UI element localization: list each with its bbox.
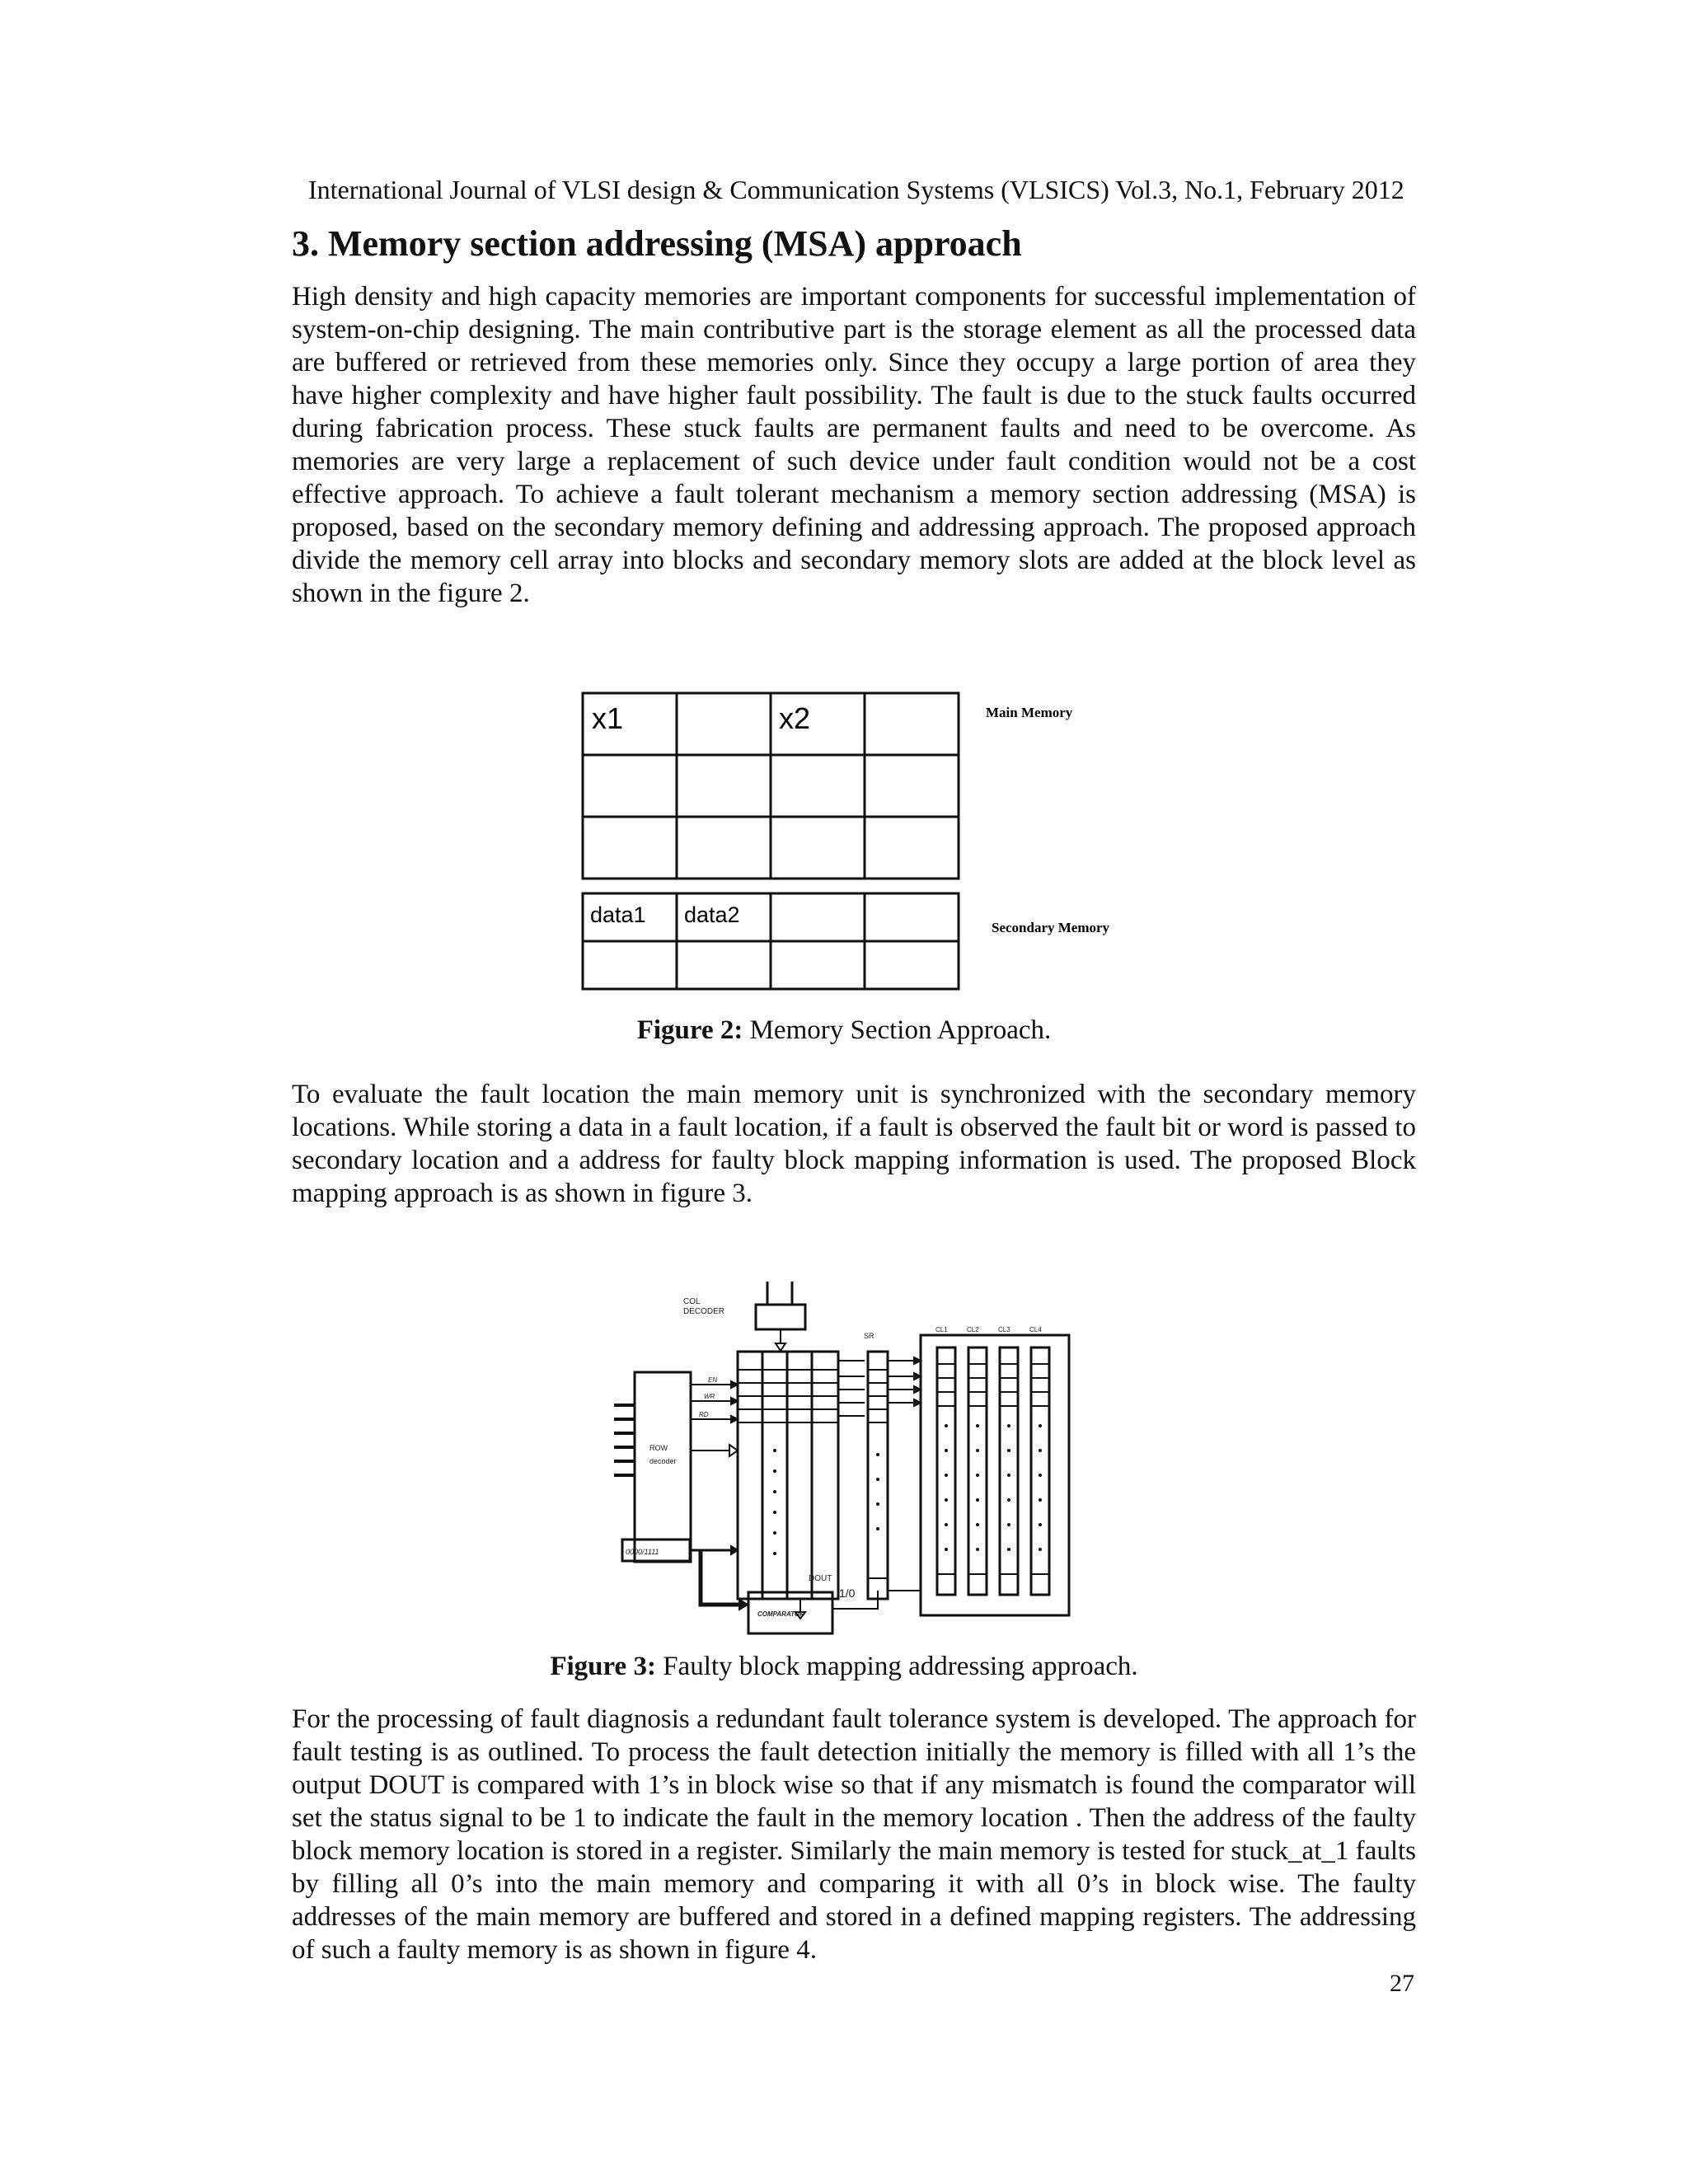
paragraph-fault-location: To evaluate the fault location the main memory unit is synchronized with the secondary memory locations. While storing a data in a fault location, if a fault is observed the fault bit or word is passed to secondary location and a address for faulty block mapping information is used. The proposed Block mapping approach is as shown in figure 3. — [292, 1080, 1416, 1208]
figure-3-caption — [0, 1652, 1688, 1682]
cl4-column — [1031, 1347, 1049, 1595]
paragraph-fault-diagnosis: For the processing of fault diagnosis a redundant fault tolerance system is developed. The approach for fault testing is as outlined. To process the fault detection initially the memory is filled with all 1’s the output DOUT is compared with 1’s in block wise so that if any mismatch is found the comparator will set the status signal to be 1 to indicate the fault in the memory location . Then the address of the faulty block memory location is stored in a register. Similarly the main memory is tested for stuck_at_1 faults by filling all 0’s into the main memory and comparing it with all 0’s in block wise. The faulty addresses of the main memory are buffered and stored in a defined mapping registers. The addressing of such a faulty memory is as shown in figure 4. — [292, 1704, 1416, 1965]
figure-3-block-mapping-diagram — [614, 1277, 1084, 1640]
cl3-column — [1000, 1347, 1018, 1595]
section-title: 3. Memory section addressing (MSA) approach — [292, 223, 1022, 264]
cell-data2: data2 — [684, 902, 740, 927]
figure-3-caption-text: Faulty block mapping addressing approach. — [655, 1652, 1138, 1681]
cell-x2: x2 — [779, 701, 811, 735]
label-cl4: CL4 — [1029, 1326, 1042, 1333]
label-status: 1/0 — [839, 1586, 856, 1600]
sr-register — [868, 1352, 888, 1599]
label-main-memory: Main Memory — [986, 705, 1073, 720]
figure-2-caption — [0, 1015, 1688, 1046]
figure-2-caption-label: Figure 2: — [636, 1015, 743, 1045]
label-wr: WR — [704, 1393, 715, 1400]
running-head: International Journal of VLSI design & Communication Systems (VLSICS) Vol.3, No.1, February 2012 — [308, 175, 1404, 204]
label-decoder: DECODER — [683, 1307, 725, 1316]
label-rd: RD — [699, 1411, 709, 1418]
cl2-column — [968, 1347, 987, 1595]
label-comparator: COMPARATOR — [757, 1610, 804, 1618]
figure-2-caption-text: Memory Section Approach. — [743, 1015, 1052, 1045]
row-decoder-box — [635, 1372, 691, 1562]
figure-3-caption-label: Figure 3: — [550, 1652, 656, 1681]
label-cl2: CL2 — [967, 1326, 979, 1333]
paragraph-intro: High density and high capacity memories are important components for successful implementation of system-on-chip designing. The main contributive part is the storage element as all the processed data are buffered or retrieved from these memories only. Since they occupy a large portion of area they have higher complexity and have higher fault possibility. The fault is due to the stuck faults occurred during fabrication process. These stuck faults are permanent faults and need to be overcome. As memories are very large a replacement of such device under fault condition would not be a cost effective approach. To achieve a fault tolerant mechanism a memory section addressing (MSA) is proposed, based on the secondary memory defining and addressing approach. The proposed approach divide the memory cell array into blocks and secondary memory slots are added at the block level as shown in the figure 2. — [292, 282, 1416, 608]
cell-x1: x1 — [592, 701, 624, 735]
label-cl1: CL1 — [935, 1326, 948, 1333]
cell-data1: data1 — [590, 902, 646, 927]
label-dout: DOUT — [809, 1574, 832, 1583]
column-decoder-box — [756, 1305, 805, 1329]
label-row-decoder: decoder — [649, 1457, 677, 1465]
label-cl3: CL3 — [998, 1326, 1010, 1333]
page-number: 27 — [1390, 1970, 1414, 1997]
label-sr: SR — [864, 1332, 874, 1340]
label-col: COL — [683, 1297, 701, 1306]
label-secondary-memory: Secondary Memory — [992, 920, 1110, 935]
figure-2-memory-section-diagram — [577, 689, 1137, 994]
label-en: EN — [708, 1376, 718, 1384]
label-address: 0000/1111 — [626, 1548, 659, 1556]
main-memory-grid — [583, 693, 959, 879]
label-row: ROW — [649, 1444, 668, 1452]
cl1-column — [937, 1347, 955, 1595]
